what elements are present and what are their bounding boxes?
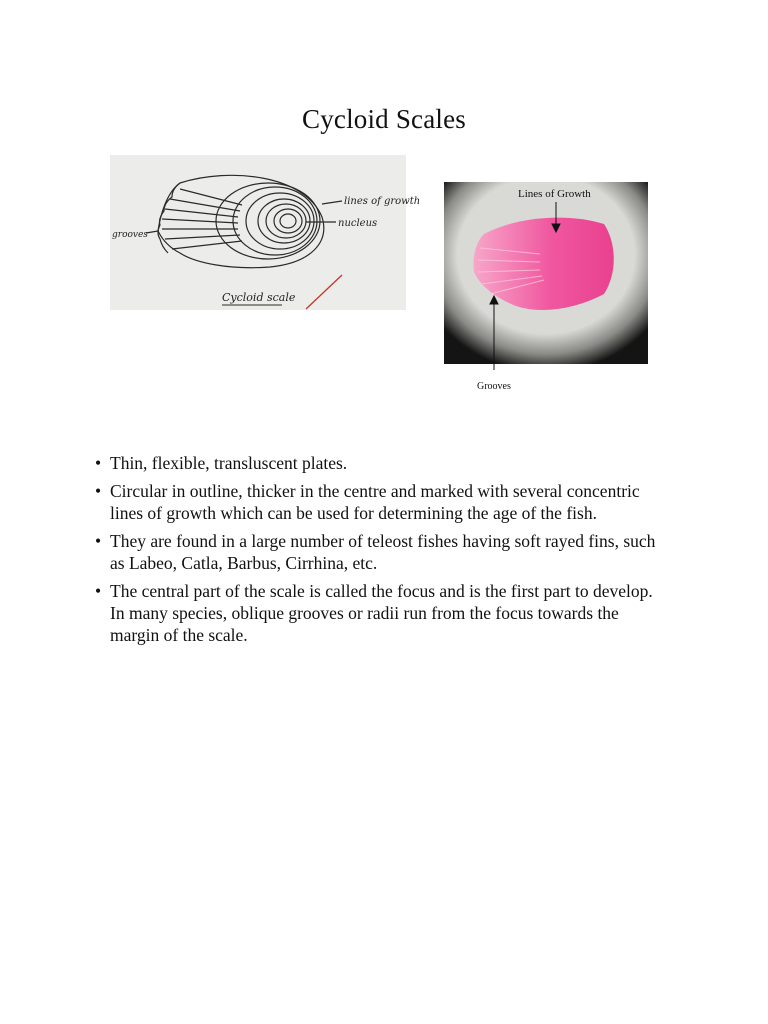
- list-item: • They are found in a large number of teleost fishes having soft rayed fins, such as Labeo, Catla, Barbus, Cirrhina, etc.: [95, 530, 665, 574]
- lines-of-growth-label: lines of growth: [344, 196, 421, 207]
- bullet-list: [95, 452, 665, 652]
- grooves-label: grooves: [112, 230, 148, 240]
- sketch-caption: Cycloid scale: [222, 291, 296, 304]
- cycloid-scale-micrograph: [444, 182, 648, 364]
- list-item: • Thin, flexible, transluscent plates.: [95, 452, 665, 474]
- list-item: • Circular in outline, thicker in the centre and marked with several concentric lines of growth which can be used for determining the age of the fish.: [95, 480, 665, 524]
- list-item: • The central part of the scale is called the focus and is the first part to develop. In many species, oblique grooves or radii run from the focus towards the margin of the scale.: [95, 580, 665, 646]
- cycloid-scale-sketch: [110, 155, 421, 310]
- grooves-caption: Grooves: [477, 381, 511, 392]
- nucleus-label: nucleus: [338, 218, 378, 229]
- lines-of-growth-caption: Lines of Growth: [518, 188, 591, 200]
- page-title: Cycloid Scales: [301, 104, 467, 134]
